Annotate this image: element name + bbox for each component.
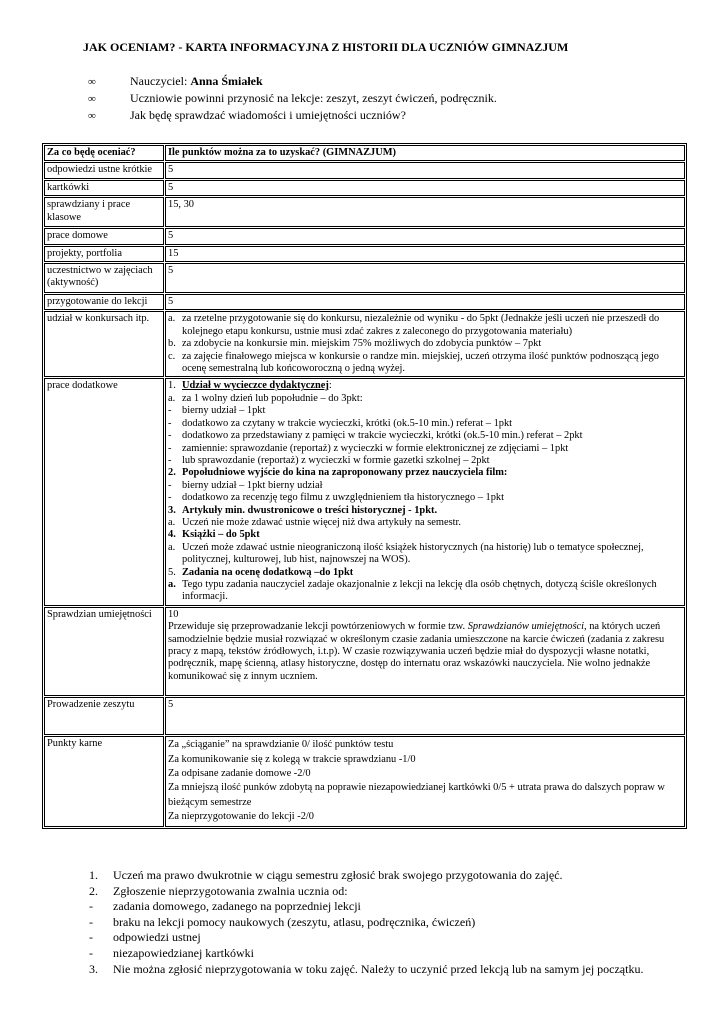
header-points: Ile punktów można za to uzyskać? (GIMNAZJUM): [165, 145, 685, 161]
table-row: [44, 378, 685, 605]
list-item: [168, 380, 682, 392]
table-row: [44, 162, 685, 178]
list-text: Tego typu zadania nauczyciel zadaje okazjonalnie z lekcji na lekcję dla osób chętnych, dotyczą ściśle określonych informacji.: [182, 578, 657, 603]
table-row: [44, 263, 685, 293]
skills-emphasis: Sprawdzianów umiejętności,: [467, 621, 587, 633]
list-marker: -: [168, 430, 172, 442]
penalty-item: Za odpisane zadanie domowe -2/0: [168, 768, 311, 780]
points-cell: 5: [165, 180, 685, 196]
teacher-label: Nauczyciel:: [130, 74, 191, 88]
list-text: braku na lekcji pomocy naukowych (zeszytu, atlasu, podręcznika, ćwiczeń): [113, 914, 476, 929]
list-item: [168, 430, 682, 442]
list-text: dodatkowo za recenzję tego filmu z uwzględnieniem tła historycznego – 1pkt: [182, 492, 504, 504]
list-marker: a.: [168, 541, 176, 553]
assessment-question: Jak będę sprawdzać wiadomości i umiejętności uczniów?: [130, 108, 406, 122]
list-marker: 5.: [168, 566, 176, 578]
skills-description: [168, 621, 682, 683]
list-marker: 2.: [168, 467, 176, 479]
list-text: Uczeń ma prawo dwukrotnie w ciągu semestru zgłosić brak swojego przygotowania do zajęć.: [113, 868, 563, 882]
list-item: [168, 313, 682, 338]
penalty-item: Za komunikowanie się z kolegą w trakcie sprawdzianu -1/0: [168, 753, 416, 765]
heading-text: Udział w wycieczce dydaktycznej: [182, 380, 329, 392]
criterion-cell: Sprawdzian umiejętności: [44, 607, 164, 696]
rules-list: [89, 868, 643, 977]
list-item: [168, 579, 682, 604]
list-marker: 1.: [168, 380, 176, 392]
table-row: [44, 736, 685, 826]
list-item: [168, 455, 682, 467]
list-marker: c.: [168, 350, 176, 362]
list-item: [89, 868, 643, 884]
infinity-bullet-icon: ∞: [88, 93, 96, 105]
list-text: niezapowiedzianej kartkówki: [113, 945, 254, 960]
list-text: za rzetelne przygotowanie się do konkursu, niezależnie od wyniku - do 5pkt (Jednakże jeśli uczeń nie przeszedł do kolejnego etapu konkursu, ustnie musi zdać zakres z zaleconego do przygotowania materiału): [182, 313, 660, 337]
teacher-name: Anna Śmiałek: [190, 74, 263, 88]
penalty-cell: [165, 736, 685, 826]
list-item: [168, 405, 682, 417]
points-cell: 5: [165, 162, 685, 178]
penalty-item: Za „ściąganie” na sprawdzianie 0/ ilość punktów testu: [168, 739, 394, 751]
list-marker: a.: [168, 313, 176, 325]
list-item: [168, 351, 682, 376]
skills-text: na których uczeń samodzielnie będzie musiał rozwiązać w określonym czasie zadania umieszczone na karcie ćwiczeń (zadania z zakresu pracy z mapą, tekstów źródłowych, i.t.p). W czasie rozwiązywania uczeń będzie miał do dyspozycji własne notatki, podręcznik, mapę ścienną, atlasy historyczne, dostęp do internatu oraz wskazówki nauczyciela. Nie wolno jednakże komunikować się z innym uczniem.: [168, 621, 665, 682]
criterion-cell: Punkty karne: [44, 736, 164, 826]
list-text: dodatkowo za przedstawiany z pamięci w trakcie wycieczki, krótki (ok.5-10 min.) referat – 2pkt: [182, 430, 583, 442]
list-marker: -: [168, 454, 172, 466]
table-header-row: [44, 145, 685, 161]
contest-points-cell: [165, 311, 685, 377]
list-text: Popołudniowe wyjście do kina na zaproponowany przez nauczyciela film:: [182, 467, 508, 479]
points-cell: 5: [165, 294, 685, 310]
extra-work-cell: [165, 378, 685, 605]
list-item: [168, 467, 682, 479]
list-marker: -: [89, 899, 93, 914]
list-item: [168, 418, 682, 430]
list-marker: -: [89, 914, 93, 929]
list-item: [168, 393, 682, 405]
criterion-cell: przygotowanie do lekcji: [44, 294, 164, 310]
list-text: Udział w wycieczce dydaktycznej:: [182, 380, 332, 392]
list-marker: -: [168, 442, 172, 454]
grading-table: [42, 143, 687, 829]
list-text: Książki – do 5pkt: [182, 529, 260, 541]
criterion-cell: odpowiedzi ustne krótkie: [44, 162, 164, 178]
list-text: Zadania na ocenę dodatkową –do 1pkt: [182, 566, 354, 578]
list-item: [168, 567, 682, 579]
table-row: [44, 311, 685, 377]
penalty-item: Za mniejszą ilość punków zdobytą na poprawie niezapowiedzianej kartkówki 0/5 + utrata prawa do dalszych popraw w bieżącym semestrze: [168, 782, 665, 808]
intro-list: [88, 73, 497, 124]
list-text: za 1 wolny dzień lub popołudnie – do 3pkt:: [182, 392, 363, 404]
criterion-cell: prace dodatkowe: [44, 378, 164, 605]
intro-item: [88, 107, 497, 124]
list-text: za zdobycie na konkursie min. miejskim 75% możliwych do zdobycia punktów – 7pkt: [182, 338, 542, 350]
list-text: Uczeń może zdawać ustnie nieograniczoną ilość książek historycznych (na historię) lub o tematyce społecznej, politycznej, kulturowej, lub hist, najnowszej na WOS).: [182, 541, 644, 566]
header-criterion: Za co będę oceniać?: [44, 145, 164, 161]
points-cell: 5: [165, 228, 685, 244]
list-item: [89, 899, 643, 915]
list-text: dodatkowo za czytany w trakcie wycieczki, krótki (ok.5-10 min.) referat – 1pkt: [182, 417, 513, 429]
list-text: za zajęcie finałowego miejsca w konkursie o randze min. miejskiej, uczeń otrzyma ilość punktów podnoszącą jego ocenę semestralną lub końcoworoczną o jedną wyżej.: [182, 350, 659, 375]
criterion-cell: Prowadzenie zeszytu: [44, 697, 164, 735]
list-text: zadania domowego, zadanego na poprzedniej lekcji: [113, 899, 361, 914]
list-item: [89, 930, 643, 946]
skills-points: 10: [168, 608, 179, 620]
table-row: [44, 697, 685, 735]
list-item: [168, 542, 682, 567]
list-text: zamiennie: sprawozdanie (reportaż) z wycieczki w formie elektronicznej ze zdjęciami – 1pkt: [182, 442, 569, 454]
list-item: [89, 884, 643, 900]
list-text: Uczeń nie może zdawać ustnie więcej niż dwa artykuły na semestr.: [182, 516, 461, 528]
criterion-cell: projekty, portfolia: [44, 246, 164, 262]
list-text: Artykuły min. dwustronicowe o treści historycznej - 1pkt.: [182, 504, 438, 516]
list-marker: -: [89, 930, 93, 945]
list-text: bierny udział – 1pkt: [182, 405, 266, 417]
list-text: bierny udział – 1pkt bierny udział: [182, 479, 323, 491]
list-marker: -: [89, 945, 93, 960]
infinity-bullet-icon: ∞: [88, 110, 96, 122]
skills-cell: [165, 607, 685, 696]
table-row: [44, 180, 685, 196]
criterion-cell: sprawdziany i prace klasowe: [44, 197, 164, 227]
infinity-bullet-icon: ∞: [88, 76, 96, 88]
list-item: [168, 492, 682, 504]
list-marker: b.: [168, 338, 176, 350]
list-text: Zgłoszenie nieprzygotowania zwalnia ucznia od:: [113, 883, 348, 898]
list-marker: a.: [168, 578, 176, 590]
list-item: [168, 443, 682, 455]
criterion-cell: uczestnictwo w zajęciach (aktywność): [44, 263, 164, 293]
table-row: [44, 228, 685, 244]
list-marker: -: [168, 492, 172, 504]
intro-item: [88, 90, 497, 107]
list-marker: a.: [168, 516, 176, 528]
points-cell: 15: [165, 246, 685, 262]
list-item: [168, 338, 682, 350]
list-item: [89, 915, 643, 931]
required-items-text: Uczniowie powinni przynosić na lekcje: zeszyt, zeszyt ćwiczeń, podręcznik.: [130, 91, 497, 105]
list-marker: 3.: [89, 961, 98, 976]
criterion-cell: udział w konkursach itp.: [44, 311, 164, 377]
list-item: [168, 505, 682, 517]
page-title: JAK OCENIAM? - KARTA INFORMACYJNA Z HISTORII DLA UCZNIÓW GIMNAZJUM: [83, 40, 569, 54]
list-item: [168, 529, 682, 541]
criterion-cell: prace domowe: [44, 228, 164, 244]
points-cell: 5: [165, 697, 685, 735]
points-cell: 5: [165, 263, 685, 293]
list-item: [89, 962, 643, 978]
list-marker: 3.: [168, 504, 176, 516]
list-marker: 4.: [168, 529, 176, 541]
points-cell: 15, 30: [165, 197, 685, 227]
intro-item: [88, 73, 497, 90]
table-row: [44, 246, 685, 262]
list-text: Nie można zgłosić nieprzygotowania w toku zajęć. Należy to uczynić przed lekcją lub na samym jej początku.: [113, 961, 644, 976]
list-marker: -: [168, 479, 172, 491]
table-row: [44, 607, 685, 696]
criterion-cell: kartkówki: [44, 180, 164, 196]
list-marker: 1.: [89, 868, 98, 882]
list-marker: -: [168, 405, 172, 417]
list-marker: 2.: [89, 883, 98, 898]
list-text: lub sprawozdanie (reportaż) z wycieczki w formie gazetki szkolnej – 2pkt: [182, 454, 490, 466]
penalty-item: Za nieprzygotowanie do lekcji -2/0: [168, 811, 314, 823]
list-item: [168, 480, 682, 492]
list-marker: a.: [168, 392, 176, 404]
list-item: [89, 946, 643, 962]
table-row: [44, 294, 685, 310]
list-item: [168, 517, 682, 529]
skills-text: Przewiduje się przeprowadzanie lekcji powtórzeniowych w formie tzw.: [168, 621, 468, 633]
list-marker: -: [168, 417, 172, 429]
list-text: odpowiedzi ustnej: [113, 930, 201, 945]
table-row: [44, 197, 685, 227]
